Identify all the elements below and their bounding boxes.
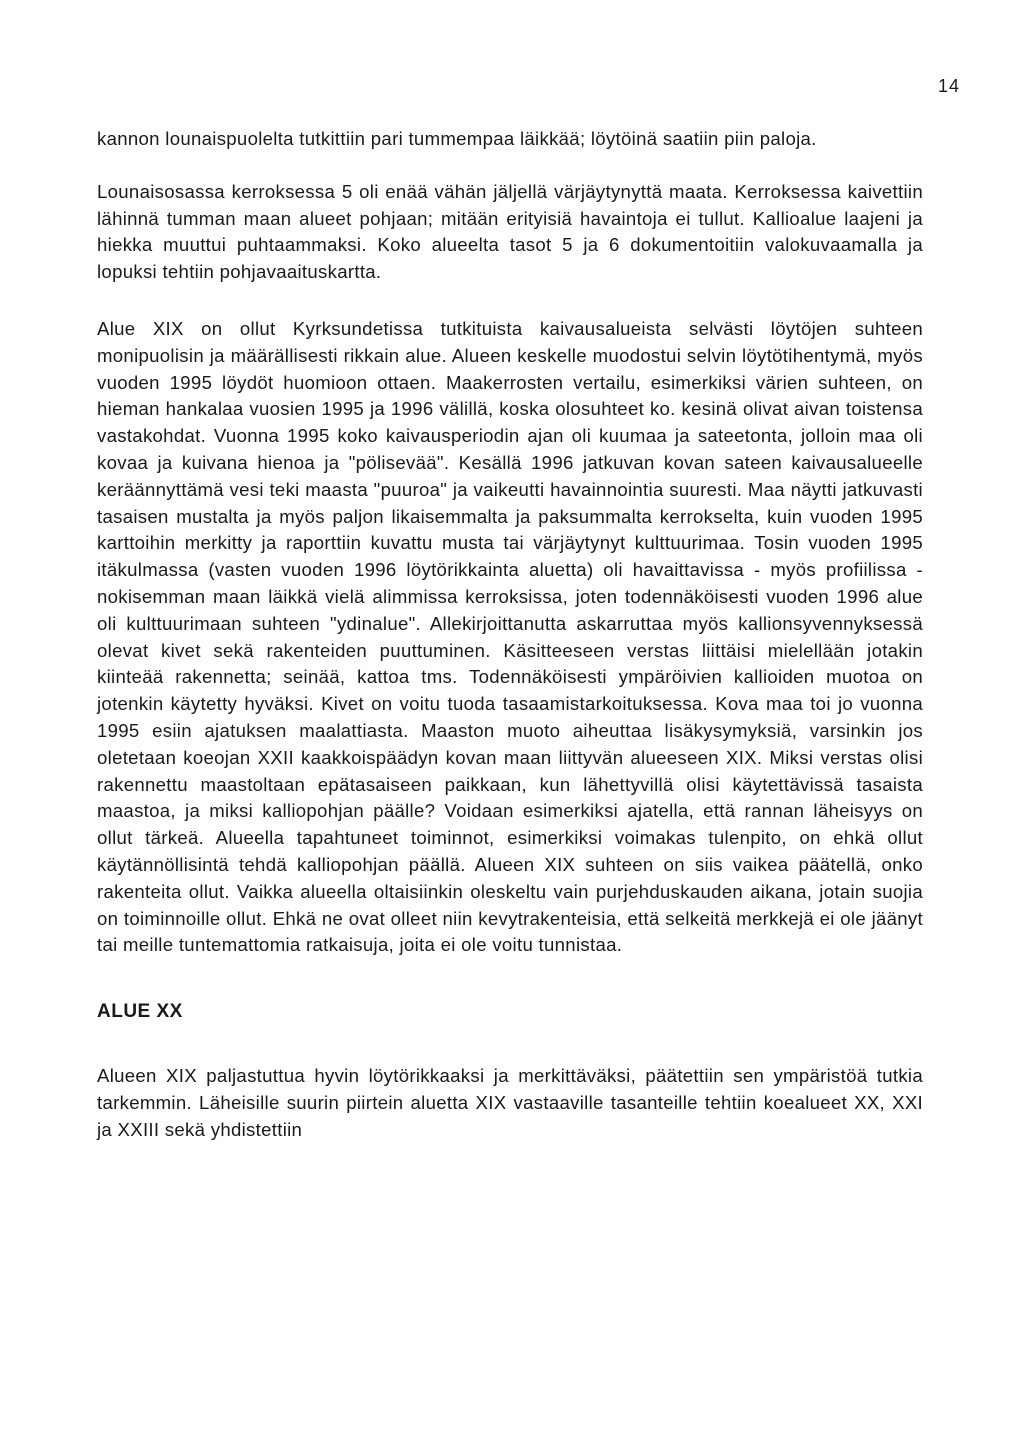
page-number: 14 bbox=[937, 76, 960, 96]
paragraph-2: Lounaisosassa kerroksessa 5 oli enää vähän jäljellä värjäytynyttä maata. Kerroksessa kaivettiin lähinnä tumman maan alueet pohjaan; mitään erityisiä havaintoja ei tullut. Kallioalue laajeni ja hiekka muuttui puhtaammaksi. Koko alueelta tasot 5 ja 6 dokumentoitiin valokuvaamalla ja lopuksi tehtiin pohjavaaituskartta. bbox=[97, 180, 923, 283]
paragraph-1: kannon lounaispuolelta tutkittiin pari tummempaa läikkää; löytöinä saatiin piin paloja. bbox=[97, 128, 817, 149]
paragraph-3: Alue XIX on ollut Kyrksundetissa tutkituista kaivausalueista selvästi löytöjen suhteen monipuolisin ja määrällisesti rikkain alue. Alueen keskelle muodostui selvin löytötihentymä, myös vuoden 1995 löydöt huomioon ottaen. Maakerrosten vertailu, esimerkiksi värien suhteen, on hieman hankalaa vuosien 1995 ja 1996 välillä, koska olosuhteet ko. kesinä olivat aivan toistensa vastakohdat. Vuonna 1995 koko kaivausperiodin ajan oli kuumaa ja sateetonta, jolloin maa oli kovaa ja kuivana hienoa ja "pölisevää". Kesällä 1996 jatkuvan kovan sateen kaivausalueelle keräännyttämä vesi teki maasta "puuroa" ja vaikeutti havainnointia suuresti. Maa näytti jatkuvasti tasaisen mustalta ja myös paljon likaisemmalta ja paksummalta kerrokselta, kuin vuoden 1995 karttoihin merkitty ja raporttiin kuvattu musta tai värjäytynyt kulttuurimaa. Tosin vuoden 1995 itäkulmassa (vasten vuoden 1996 löytörikkainta aluetta) oli havaittavissa - myös profiilissa - nokisemman maan läikkä vielä alimmissa kerroksissa, joten todennäköisesti vuoden 1996 alue oli kulttuurimaan suhteen "ydinalue". Allekirjoittanutta askarruttaa myös kallionsyvennyksessä olevat kivet sekä rakenteiden puuttuminen. Käsitteeseen verstas liittäisi mielellään jotakin kiinteää rakennetta; seinää, kattoa tms. Todennäköisesti ympäröivien kallioiden muotoa on jotenkin käytetty hyväksi. Kivet on voitu tuoda tasaamistarkoituksessa. Kova maa toi jo vuonna 1995 esiin ajatuksen maalattiasta. Maaston muoto aiheuttaa lisäkysymyksiä, varsinkin jos oletetaan koeojan XXII kaakkoispäädyn kovan maan liittyvän alueeseen XIX. Miksi verstas olisi rakennettu maastoltaan epätasaiseen paikkaan, kun lähettyvillä olisi käytettävissä tasaista maastoa, ja miksi kalliopohjan päälle? Voidaan esimerkiksi ajatella, että rannan läheisyys on ollut tärkeä. Alueella tapahtuneet toiminnot, esimerkiksi voimakas tulenpito, on ehkä ollut käytännöllisintä tehdä kalliopohjan päällä. Alueen XIX suhteen on siis vaikea päätellä, onko rakenteita ollut. Vaikka alueella oltaisiinkin oleskeltu vain purjehduskauden aikana, jotain suojia on toiminnoille ollut. Ehkä ne ovat olleet niin kevytrakenteisia, että selkeitä merkkejä ei ole jäänyt tai meille tuntemattomia ratkaisuja, joita ei ole voitu tunnistaa. bbox=[97, 317, 923, 956]
section-heading: ALUE XX bbox=[97, 1001, 183, 1023]
page-content bbox=[97, 126, 923, 1144]
section-paragraph: Alueen XIX paljastuttua hyvin löytörikkaaksi ja merkittäväksi, päätettiin sen ympäristöä tutkia tarkemmin. Läheisille suurin piirtein aluetta XIX vastaaville tasanteille tehtiin koealueet XX, XXI ja XXIII sekä yhdistettiin bbox=[97, 1065, 923, 1140]
